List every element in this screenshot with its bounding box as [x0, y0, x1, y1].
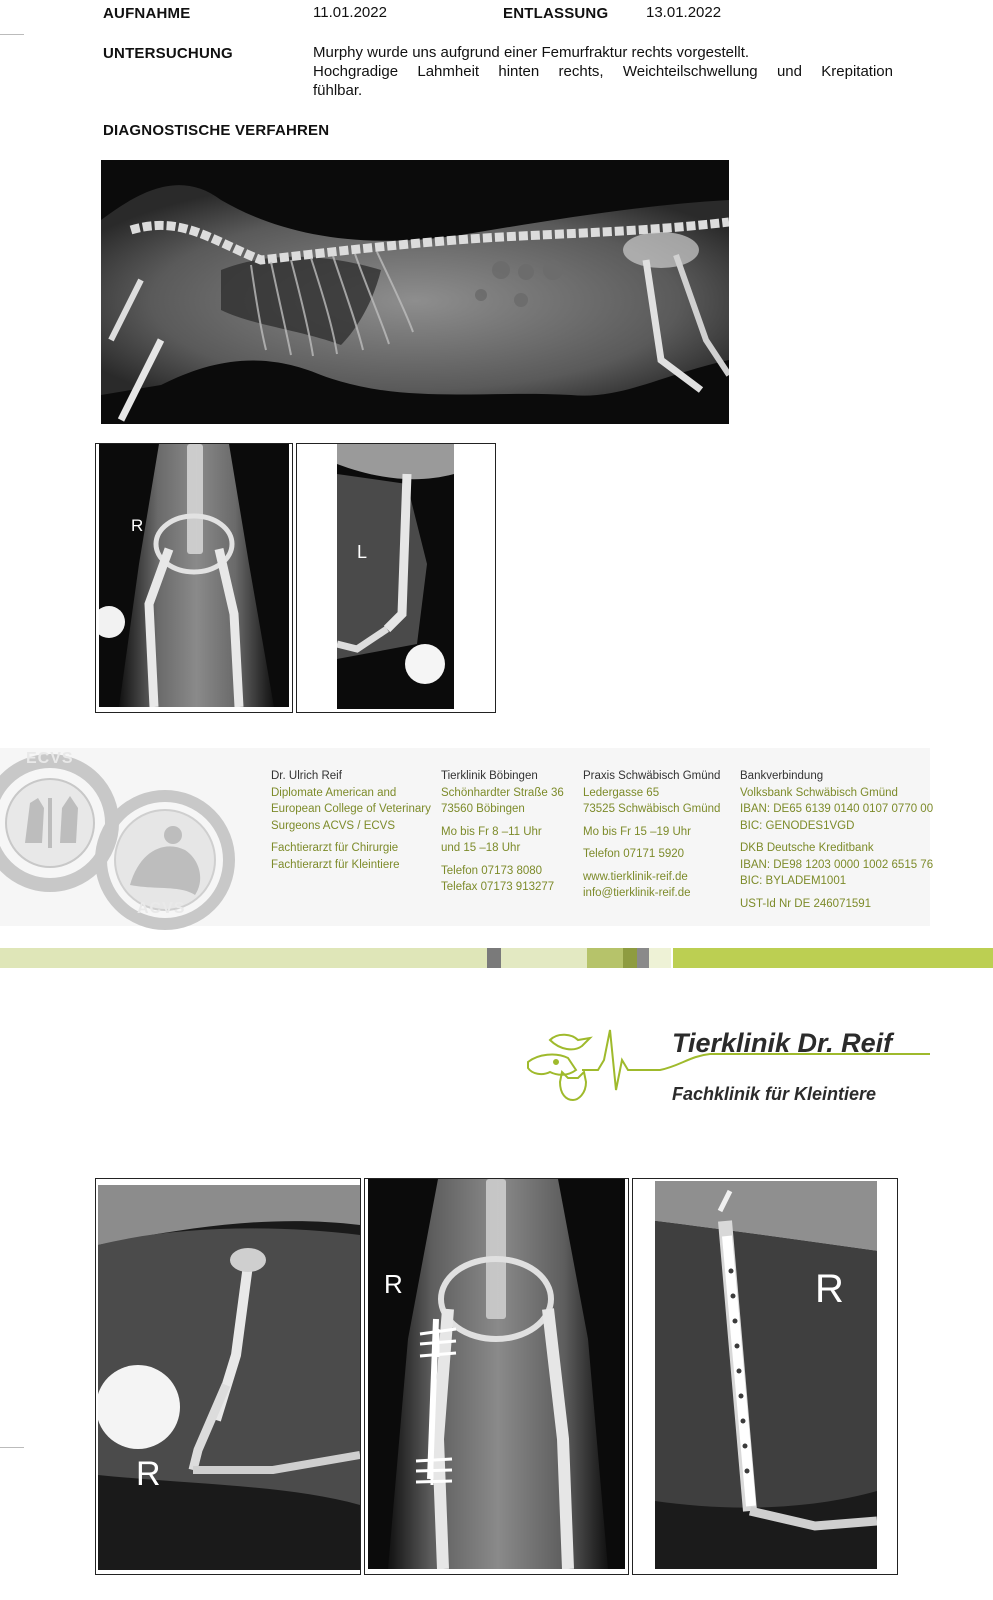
examination-line: Murphy wurde uns aufgrund einer Femurfraktur rechts vorgestellt.: [313, 44, 750, 61]
footer-line: Surgeons ACVS / ECVS: [271, 819, 396, 832]
footer-line: 73525 Schwäbisch Gmünd: [583, 803, 721, 815]
xray-lateral-left: [337, 444, 454, 709]
footer-line: und 15 –18 Uhr: [441, 842, 521, 854]
footer-line: Schönhardter Straße 36: [441, 786, 564, 799]
examination-line: Hochgradige Lahmheit hinten rechts, Weichteilschwellung und Krepitation: [313, 63, 893, 80]
logo-title: Tierklinik Dr. Reif: [672, 1028, 893, 1058]
footer-color-bar: [0, 948, 993, 968]
discharge-date: 13.01.2022: [646, 4, 722, 21]
footer-line: Telefax 07173 913277: [441, 881, 555, 893]
xray-lateral-fracture-frame: [95, 1178, 361, 1575]
side-marker: R: [136, 1455, 161, 1493]
ecvs-seal-text: ECVS: [26, 750, 74, 767]
side-marker: R: [384, 1269, 403, 1299]
side-marker: L: [357, 542, 368, 562]
footer-col-head: Dr. Ulrich Reif: [271, 770, 342, 782]
examination-text: [313, 43, 893, 100]
footer-email-link[interactable]: info@tierklinik-reif.de: [583, 887, 691, 899]
examination-label: UNTERSUCHUNG: [103, 45, 233, 62]
xray-vd-preop-frame: [95, 443, 293, 713]
footer-line: UST-Id Nr DE 246071591: [740, 897, 872, 910]
footer-line: Fachtierarzt für Chirurgie: [271, 842, 399, 854]
footer-line: Ledergasse 65: [583, 786, 660, 799]
footer-col-doctor: [271, 768, 431, 873]
footer-line: DKB Deutsche Kreditbank: [740, 842, 874, 854]
margin-tick: [0, 1447, 24, 1448]
clinic-logo: [520, 1020, 940, 1115]
footer-line: Mo bis Fr 8 –11 Uhr: [441, 825, 542, 838]
footer-col-head: Tierklinik Böbingen: [441, 770, 538, 782]
footer-line: IBAN: DE98 1203 0000 1002 6515 76: [740, 858, 934, 871]
xray-lateral-postop-frame: [632, 1178, 898, 1575]
footer-col-bank: [740, 768, 933, 912]
footer-line: 73560 Böbingen: [441, 803, 525, 815]
margin-tick: [0, 34, 24, 35]
examination-line: fühlbar.: [313, 82, 363, 99]
diagnostics-label: DIAGNOSTISCHE VERFAHREN: [103, 122, 330, 139]
footer-website-link[interactable]: www.tierklinik-reif.de: [583, 870, 688, 883]
footer-line: European College of Veterinary: [271, 803, 431, 815]
logo-subtitle: Fachklinik für Kleintiere: [672, 1084, 877, 1104]
xray-vd-postop: [368, 1179, 625, 1569]
xray-vd-preop: [99, 444, 289, 707]
side-marker: R: [815, 1267, 844, 1311]
footer-line: Mo bis Fr 15 –19 Uhr: [583, 825, 692, 838]
acvs-seal: [95, 790, 245, 935]
footer-line: Diplomate American and: [271, 786, 397, 799]
acvs-seal-text: ACVS: [137, 900, 186, 917]
xray-vd-postop-frame: [364, 1178, 629, 1575]
footer-line: Volksbank Schwäbisch Gmünd: [740, 786, 898, 799]
footer-line: Telefon 07173 8080: [441, 864, 543, 877]
discharge-label: ENTLASSUNG: [503, 5, 609, 22]
xray-lateral-postop: [655, 1181, 877, 1569]
xray-lateral-fracture: [98, 1185, 360, 1570]
footer-col-boebingen: [441, 768, 564, 896]
admission-label: AUFNAHME: [103, 5, 191, 22]
footer-line: IBAN: DE65 6139 0140 0107 0770 00: [740, 803, 934, 815]
footer-col-head: Praxis Schwäbisch Gmünd: [583, 770, 721, 782]
footer-col-gmuend: [583, 768, 720, 902]
xray-lateral-whole-body: [101, 160, 729, 424]
xray-lateral-left-frame: [296, 443, 496, 713]
footer-line: Fachtierarzt für Kleintiere: [271, 858, 400, 871]
footer-col-head: Bankverbindung: [740, 770, 824, 782]
admission-date: 11.01.2022: [313, 4, 387, 21]
footer-line: BIC: GENODES1VGD: [740, 819, 855, 832]
footer-line: Telefon 07171 5920: [583, 848, 685, 860]
footer-line: BIC: BYLADEM1001: [740, 875, 847, 887]
side-marker: R: [131, 516, 144, 535]
